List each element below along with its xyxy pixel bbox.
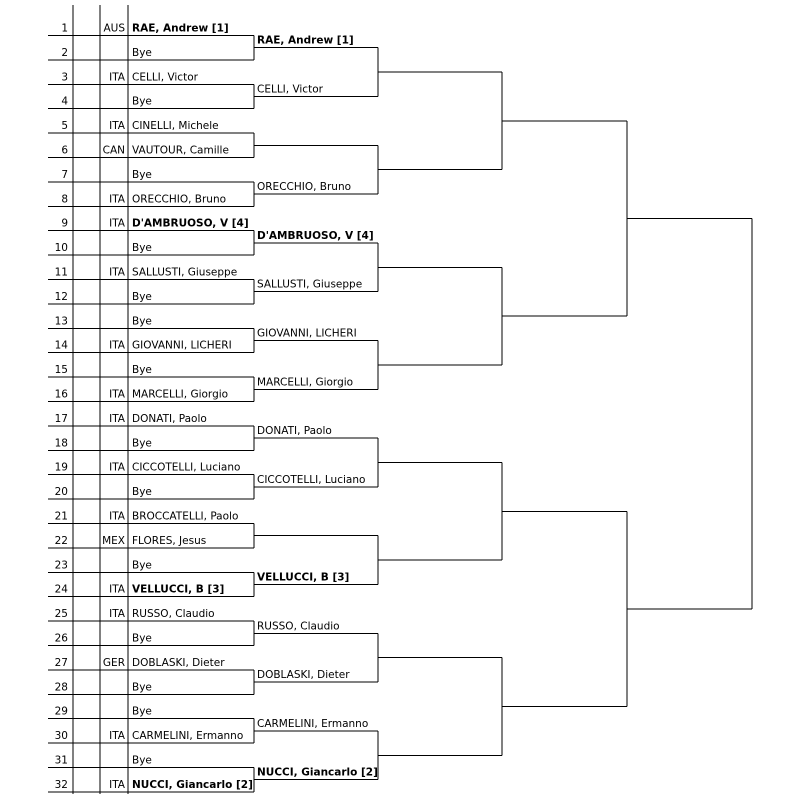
draw-position-number: 9 — [61, 217, 68, 230]
player-name: Bye — [132, 437, 152, 450]
draw-position-number: 18 — [54, 437, 68, 450]
draw-position-number: 26 — [54, 632, 68, 645]
player-name: Bye — [132, 486, 152, 499]
player-name: Bye — [132, 705, 152, 718]
draw-position-number: 14 — [54, 339, 68, 352]
player-name: CICCOTELLI, Luciano — [132, 461, 241, 474]
player-name: MARCELLI, Giorgio — [132, 388, 229, 401]
round-2-winner: ORECCHIO, Bruno — [257, 181, 352, 194]
player-name: Bye — [132, 95, 152, 108]
draw-position-number: 32 — [54, 778, 68, 791]
player-name: ORECCHIO, Bruno — [132, 193, 227, 206]
country-code: ITA — [109, 388, 125, 401]
player-name: SALLUSTI, Giuseppe — [132, 266, 238, 279]
country-code: ITA — [109, 120, 125, 133]
country-code: ITA — [109, 339, 125, 352]
player-name: Bye — [132, 681, 152, 694]
draw-position-number: 16 — [54, 388, 68, 401]
round-2-winner: RUSSO, Claudio — [257, 620, 340, 633]
draw-position-number: 6 — [61, 144, 68, 157]
draw-position-number: 2 — [61, 46, 68, 59]
player-name: Bye — [132, 242, 152, 255]
country-code: ITA — [109, 730, 125, 743]
draw-position-number: 7 — [61, 168, 68, 181]
player-name: RUSSO, Claudio — [132, 608, 215, 621]
round-2-winner: CICCOTELLI, Luciano — [257, 473, 366, 486]
country-code: ITA — [109, 266, 125, 279]
country-code: ITA — [109, 217, 125, 230]
draw-position-number: 10 — [54, 242, 68, 255]
country-code: MEX — [102, 534, 125, 547]
draw-position-number: 13 — [54, 315, 68, 328]
round-2-winner: CELLI, Victor — [257, 83, 323, 96]
player-name: GIOVANNI, LICHERI — [132, 339, 232, 352]
country-code: CAN — [102, 144, 125, 157]
player-name: Bye — [132, 290, 152, 303]
player-name: FLORES, Jesus — [132, 534, 207, 547]
player-name: CARMELINI, Ermanno — [132, 730, 244, 743]
draw-position-number: 1 — [61, 22, 68, 35]
round-2-winner: MARCELLI, Giorgio — [257, 376, 354, 389]
draw-position-number: 24 — [54, 583, 68, 596]
player-name: Bye — [132, 315, 152, 328]
player-name: CINELLI, Michele — [132, 120, 219, 133]
player-name: Bye — [132, 754, 152, 767]
player-name: D'AMBRUOSO, V [4] — [132, 217, 249, 230]
player-name: RAE, Andrew [1] — [132, 22, 229, 35]
round-2-winner: NUCCI, Giancarlo [2] — [257, 766, 378, 779]
draw-position-number: 23 — [54, 559, 68, 572]
player-name: Bye — [132, 364, 152, 377]
country-code: GER — [102, 656, 125, 669]
draw-position-number: 21 — [54, 510, 68, 523]
draw-position-number: 22 — [54, 534, 68, 547]
player-name: VELLUCCI, B [3] — [132, 583, 225, 596]
round-2-winner: DOBLASKI, Dieter — [257, 669, 350, 682]
draw-position-number: 30 — [54, 730, 68, 743]
player-name: NUCCI, Giancarlo [2] — [132, 778, 253, 791]
player-name: BROCCATELLI, Paolo — [132, 510, 239, 523]
round-2-winner: RAE, Andrew [1] — [257, 34, 354, 47]
draw-position-number: 8 — [61, 193, 68, 206]
round-2-names — [257, 35, 378, 779]
round-2-winner: GIOVANNI, LICHERI — [257, 327, 357, 340]
round-2-winner: VELLUCCI, B [3] — [257, 571, 350, 584]
country-code: ITA — [109, 510, 125, 523]
draw-position-number: 12 — [54, 290, 68, 303]
draw-position-number: 28 — [54, 681, 68, 694]
player-name: Bye — [132, 168, 152, 181]
player-name: DOBLASKI, Dieter — [132, 656, 225, 669]
country-code: ITA — [109, 71, 125, 84]
draw-position-number: 25 — [54, 608, 68, 621]
draw-position-number: 27 — [54, 656, 68, 669]
round-2-winner: D'AMBRUOSO, V [4] — [257, 229, 374, 242]
country-code: ITA — [109, 461, 125, 474]
country-code: ITA — [109, 608, 125, 621]
player-name: CELLI, Victor — [132, 71, 198, 84]
draw-entries — [55, 23, 253, 791]
country-code: AUS — [103, 22, 125, 35]
draw-position-number: 15 — [54, 364, 68, 377]
draw-position-number: 3 — [61, 71, 68, 84]
draw-position-number: 4 — [61, 95, 68, 108]
player-name: VAUTOUR, Camille — [132, 144, 229, 157]
country-code: ITA — [109, 412, 125, 425]
draw-position-number: 20 — [54, 486, 68, 499]
country-code: ITA — [109, 193, 125, 206]
player-name: Bye — [132, 559, 152, 572]
round-2-winner: DONATI, Paolo — [257, 425, 332, 438]
draw-position-number: 5 — [61, 120, 68, 133]
round-2-winner: SALLUSTI, Giuseppe — [257, 278, 363, 291]
round-2-winner: CARMELINI, Ermanno — [257, 717, 369, 730]
player-name: DONATI, Paolo — [132, 412, 207, 425]
draw-position-number: 29 — [54, 705, 68, 718]
player-name: Bye — [132, 632, 152, 645]
country-code: ITA — [109, 778, 125, 791]
country-code: ITA — [109, 583, 125, 596]
draw-position-number: 17 — [54, 412, 68, 425]
draw-position-number: 19 — [54, 461, 68, 474]
player-name: Bye — [132, 46, 152, 59]
draw-position-number: 31 — [54, 754, 68, 767]
draw-position-number: 11 — [54, 266, 68, 279]
